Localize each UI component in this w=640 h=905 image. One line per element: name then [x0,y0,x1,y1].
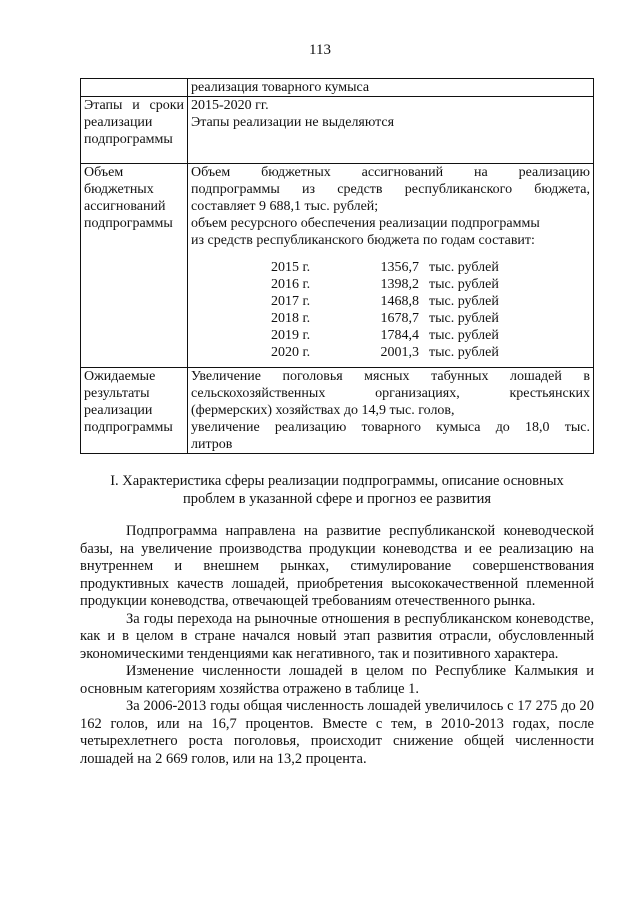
budget-year-row [271,310,590,327]
body-text [80,523,594,768]
unit: тыс. рублей [429,277,499,292]
value-line: Объем бюджетных ассигнований на реализацию [191,165,590,180]
amount: 1398,2 [380,277,419,292]
subprogram-passport-table [80,78,594,454]
table-cell-label [81,368,188,454]
label-line: Этапы и сроки [84,98,184,113]
table-cell-value [188,368,594,454]
value-line: объем ресурсного обеспечения реализации подпрограммы [191,216,540,231]
year: 2018 г. [271,311,311,326]
year: 2015 г. [271,260,311,275]
table-cell-label [81,79,188,97]
budget-year-row [271,259,590,276]
value-line: сельскохозяйственных организациях, крестьянских [191,386,590,401]
value-line: Этапы реализации не выделяются [191,115,395,130]
unit: тыс. рублей [429,345,499,360]
table-cell-value [188,164,594,368]
label-line: Ожидаемые [84,369,156,384]
value-line: увеличение реализацию товарного кумыса до 18,0 тыс. [191,420,590,435]
table-row [81,164,594,368]
value-line: (фермерских) хозяйствах до 14,9 тыс. голов, [191,403,455,418]
label-line: Объем [84,165,124,180]
section-title-line: I. Характеристика сферы реализации подпрограммы, описание основных [110,473,564,489]
budget-year-row [271,276,590,293]
unit: тыс. рублей [429,311,499,326]
label-line: подпрограммы [84,420,173,435]
table-cell-value [188,97,594,164]
value-line: подпрограммы из средств республиканского бюджета, [191,182,590,197]
paragraph: Изменение численности лошадей в целом по Республике Калмыкия и основным категориям хозяйства отражено в таблице 1. [80,663,594,697]
value-line: литров [191,437,233,452]
year: 2019 г. [271,328,311,343]
year: 2017 г. [271,294,311,309]
unit: тыс. рублей [429,260,499,275]
amount: 1784,4 [380,328,419,343]
paragraph: За годы перехода на рыночные отношения в республиканском коневодстве, как и в целом в стране начался новый этап развития отрасли, обусловленный экономическими тенденциями как негативного, так и позитивного характера. [80,610,594,662]
section-title [80,472,594,508]
table-row [81,79,594,97]
label-line: реализации [84,115,153,130]
budget-year-row [271,327,590,344]
table-cell-label [81,164,188,368]
table-row [81,97,594,164]
year: 2016 г. [271,277,311,292]
label-line: результаты [84,386,150,401]
value-line: Увеличение поголовья мясных табунных лошадей в [191,369,590,384]
year: 2020 г. [271,345,311,360]
amount: 2001,3 [380,345,419,360]
page-number: 113 [309,42,331,58]
unit: тыс. рублей [429,294,499,309]
table-cell-value [188,79,594,97]
budget-year-row [271,293,590,310]
paragraph: Подпрограмма направлена на развитие республиканской коневодческой базы, на увеличение производства продукции коневодства и ее реализацию на внутреннем и внешнем рынках, стимулирование совершенствования продуктивных качеств лошадей, приобретения высококачественной племенной продукции коневодства, отвечающей требованиям отечественного рынка. [80,523,594,609]
label-line: бюджетных [84,182,154,197]
paragraph: За 2006-2013 годы общая численность лошадей увеличилось с 17 275 до 20 162 голов, или на 16,7 процентов. Вместе с тем, в 2010-2013 годах, после четырехлетнего роста поголовья, происходит снижение общей численности лошадей на 2 669 голов, или на 13,2 процента. [80,698,594,767]
budget-by-year-list [271,259,590,361]
value-line: 2015-2020 гг. [191,98,269,113]
table-cell-label [81,97,188,164]
value-line: составляет 9 688,1 тыс. рублей; [191,199,379,214]
value-line: из средств республиканского бюджета по годам составит: [191,233,535,248]
amount: 1678,7 [380,311,419,326]
unit: тыс. рублей [429,328,499,343]
label-line: подпрограммы [84,132,173,147]
table-row [81,368,594,454]
amount: 1356,7 [380,260,419,275]
label-line: реализации [84,403,153,418]
cell-text: реализация товарного кумыса [191,80,370,95]
label-line: подпрограммы [84,216,173,231]
label-line: ассигнований [84,199,166,214]
section-title-line: проблем в указанной сфере и прогноз ее развития [182,491,492,507]
amount: 1468,8 [380,294,419,309]
budget-year-row [271,344,590,361]
